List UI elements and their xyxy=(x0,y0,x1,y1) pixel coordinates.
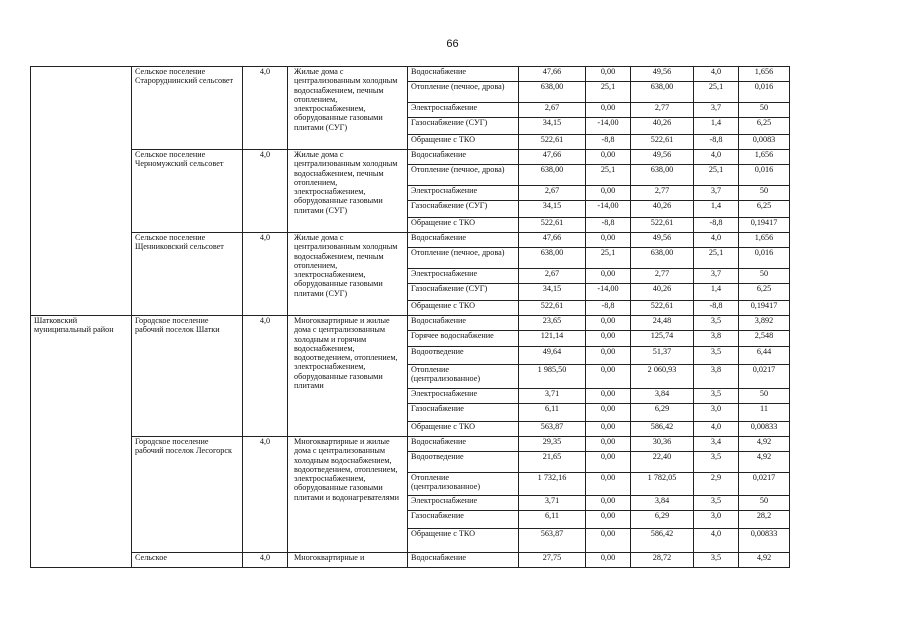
change-base-cell: 25,1 xyxy=(586,82,631,103)
service-name-cell: Отопление (печное, дрова) xyxy=(408,82,519,103)
tariff-new-cell: 2,77 xyxy=(631,103,694,118)
index-value-cell: 4,0 xyxy=(243,233,288,316)
volume-cell: 4,92 xyxy=(739,452,790,473)
service-name-cell: Электроснабжение xyxy=(408,389,519,404)
housing-type-cell xyxy=(288,233,408,316)
change-base-cell: 25,1 xyxy=(586,248,631,269)
change-base-cell: -14,00 xyxy=(586,118,631,135)
change-new-cell: 4,0 xyxy=(694,67,739,82)
tariff-new-cell: 522,61 xyxy=(631,301,694,316)
change-base-cell: 0,00 xyxy=(586,186,631,201)
volume-cell: 50 xyxy=(739,103,790,118)
tariff-base-cell: 27,75 xyxy=(519,553,586,568)
change-new-cell: 1,4 xyxy=(694,118,739,135)
index-value-cell: 4,0 xyxy=(243,553,288,568)
tariff-new-cell: 49,56 xyxy=(631,150,694,165)
tariff-new-cell: 40,26 xyxy=(631,201,694,218)
change-base-cell: -8,8 xyxy=(586,218,631,233)
tariff-new-cell: 24,48 xyxy=(631,316,694,331)
change-new-cell: -8,8 xyxy=(694,218,739,233)
tariff-new-cell: 638,00 xyxy=(631,165,694,186)
volume-cell: 28,2 xyxy=(739,511,790,529)
volume-cell: 50 xyxy=(739,186,790,201)
housing-type-text: Жилые дома с централизованным холодным водоснабжением, печным отоплением, электроснабжением, оборудованные газовыми плитами (СУГ) xyxy=(294,233,398,298)
change-base-cell: 0,00 xyxy=(586,529,631,553)
tariff-base-cell: 47,66 xyxy=(519,233,586,248)
volume-cell: 11 xyxy=(739,404,790,422)
tariff-base-cell: 6,11 xyxy=(519,404,586,422)
table-row xyxy=(31,437,826,452)
tariff-base-cell: 1 732,16 xyxy=(519,473,586,496)
service-name-cell: Отопление (централизованное) xyxy=(408,365,519,389)
housing-type-text: Жилые дома с централизованным холодным водоснабжением, печным отоплением, электроснабжением, оборудованные газовыми плитами (СУГ) xyxy=(294,150,398,215)
change-new-cell: -8,8 xyxy=(694,301,739,316)
volume-cell: 50 xyxy=(739,389,790,404)
table-row xyxy=(31,316,826,331)
table-row xyxy=(31,150,826,165)
change-base-cell: 0,00 xyxy=(586,473,631,496)
change-new-cell: 25,1 xyxy=(694,82,739,103)
tariff-base-cell: 23,65 xyxy=(519,316,586,331)
change-new-cell: 3,7 xyxy=(694,186,739,201)
tariff-base-cell: 47,66 xyxy=(519,150,586,165)
volume-cell: 4,92 xyxy=(739,553,790,568)
change-base-cell: 0,00 xyxy=(586,331,631,347)
tariff-new-cell: 125,74 xyxy=(631,331,694,347)
housing-type-cell xyxy=(288,316,408,437)
tariff-base-cell: 34,15 xyxy=(519,284,586,301)
change-new-cell: 2,9 xyxy=(694,473,739,496)
change-new-cell: 25,1 xyxy=(694,248,739,269)
tariff-base-cell: 2,67 xyxy=(519,269,586,284)
tariff-new-cell: 3,84 xyxy=(631,389,694,404)
tariff-new-cell: 3,84 xyxy=(631,496,694,511)
service-name-cell: Электроснабжение xyxy=(408,269,519,284)
change-base-cell: 0,00 xyxy=(586,347,631,365)
change-base-cell: 0,00 xyxy=(586,316,631,331)
tariff-base-cell: 121,14 xyxy=(519,331,586,347)
tariff-new-cell: 586,42 xyxy=(631,529,694,553)
service-name-cell: Обращение с ТКО xyxy=(408,218,519,233)
change-base-cell: -14,00 xyxy=(586,201,631,218)
change-base-cell: 0,00 xyxy=(586,365,631,389)
volume-cell: 1,656 xyxy=(739,67,790,82)
tariff-new-cell: 28,72 xyxy=(631,553,694,568)
service-name-cell: Электроснабжение xyxy=(408,496,519,511)
service-name-cell: Водоотведение xyxy=(408,452,519,473)
service-name-cell: Водоснабжение xyxy=(408,316,519,331)
change-new-cell: 1,4 xyxy=(694,284,739,301)
change-base-cell: 0,00 xyxy=(586,233,631,248)
change-new-cell: 3,5 xyxy=(694,496,739,511)
service-name-cell: Газоснабжение (СУГ) xyxy=(408,118,519,135)
tariff-new-cell: 49,56 xyxy=(631,233,694,248)
tariff-new-cell: 2,77 xyxy=(631,269,694,284)
change-new-cell: 3,5 xyxy=(694,553,739,568)
tariff-base-cell: 34,15 xyxy=(519,201,586,218)
tariff-base-cell: 638,00 xyxy=(519,248,586,269)
tariff-new-cell: 6,29 xyxy=(631,404,694,422)
volume-cell: 1,656 xyxy=(739,150,790,165)
change-base-cell: -8,8 xyxy=(586,135,631,150)
change-base-cell: -8,8 xyxy=(586,301,631,316)
tariff-table xyxy=(30,66,826,568)
change-new-cell: 1,4 xyxy=(694,201,739,218)
change-base-cell: 0,00 xyxy=(586,422,631,437)
tariff-base-cell: 3,71 xyxy=(519,389,586,404)
page-number: 66 xyxy=(446,38,459,50)
region-cell: Шатковский муниципальный район xyxy=(31,316,132,568)
service-name-cell: Водоснабжение xyxy=(408,437,519,452)
change-new-cell: 3,5 xyxy=(694,316,739,331)
change-new-cell: 4,0 xyxy=(694,529,739,553)
change-base-cell: 0,00 xyxy=(586,511,631,529)
tariff-base-cell: 34,15 xyxy=(519,118,586,135)
index-value-cell: 4,0 xyxy=(243,67,288,150)
tariff-base-cell: 638,00 xyxy=(519,165,586,186)
tariff-new-cell: 49,56 xyxy=(631,67,694,82)
tariff-new-cell: 40,26 xyxy=(631,284,694,301)
tariff-new-cell: 30,36 xyxy=(631,437,694,452)
volume-cell: 0,016 xyxy=(739,248,790,269)
volume-cell: 6,44 xyxy=(739,347,790,365)
housing-type-text: Многоквартирные и жилые дома с централизованным холодным водоснабжением, водоотведением, отоплением, электроснабжением, оборудованные газовыми плитами и водонагревателями xyxy=(294,437,400,502)
volume-cell: 0,016 xyxy=(739,82,790,103)
volume-cell: 1,656 xyxy=(739,233,790,248)
volume-cell: 6,25 xyxy=(739,284,790,301)
service-name-cell: Газоснабжение xyxy=(408,511,519,529)
change-base-cell: 0,00 xyxy=(586,103,631,118)
tariff-base-cell: 2,67 xyxy=(519,186,586,201)
change-base-cell: 0,00 xyxy=(586,496,631,511)
tariff-new-cell: 638,00 xyxy=(631,248,694,269)
volume-cell: 0,19417 xyxy=(739,218,790,233)
tariff-new-cell: 1 782,05 xyxy=(631,473,694,496)
tariff-base-cell: 6,11 xyxy=(519,511,586,529)
service-name-cell: Отопление (централизованное) xyxy=(408,473,519,496)
change-new-cell: 3,5 xyxy=(694,389,739,404)
tariff-new-cell: 40,26 xyxy=(631,118,694,135)
change-base-cell: 25,1 xyxy=(586,165,631,186)
housing-type-cell xyxy=(288,67,408,150)
service-name-cell: Горячее водоснабжение xyxy=(408,331,519,347)
change-new-cell: 3,0 xyxy=(694,404,739,422)
tariff-base-cell: 2,67 xyxy=(519,103,586,118)
change-base-cell: 0,00 xyxy=(586,452,631,473)
volume-cell: 0,19417 xyxy=(739,301,790,316)
change-new-cell: 4,0 xyxy=(694,422,739,437)
housing-type-cell xyxy=(288,437,408,553)
tariff-base-cell: 3,71 xyxy=(519,496,586,511)
volume-cell: 3,892 xyxy=(739,316,790,331)
settlement-cell: Сельское xyxy=(132,553,243,568)
tariff-new-cell: 522,61 xyxy=(631,135,694,150)
index-value-cell: 4,0 xyxy=(243,316,288,437)
volume-cell: 6,25 xyxy=(739,118,790,135)
service-name-cell: Обращение с ТКО xyxy=(408,301,519,316)
change-new-cell: 3,8 xyxy=(694,365,739,389)
housing-type-text: Многоквартирные и жилые дома с централизованным холодным и горячим водоснабжением, водоотведением, отоплением, электроснабжением, оборудованные газовыми плитами xyxy=(294,316,398,391)
volume-cell: 50 xyxy=(739,496,790,511)
change-base-cell: 0,00 xyxy=(586,67,631,82)
change-new-cell: 25,1 xyxy=(694,165,739,186)
change-new-cell: 3,7 xyxy=(694,103,739,118)
change-base-cell: 0,00 xyxy=(586,269,631,284)
tariff-new-cell: 2 060,93 xyxy=(631,365,694,389)
tariff-new-cell: 51,37 xyxy=(631,347,694,365)
volume-cell: 6,25 xyxy=(739,201,790,218)
volume-cell: 0,00833 xyxy=(739,529,790,553)
tariff-base-cell: 1 985,50 xyxy=(519,365,586,389)
change-base-cell: 0,00 xyxy=(586,437,631,452)
settlement-cell: Городское поселение рабочий поселок Шатки xyxy=(132,316,243,437)
tariff-new-cell: 2,77 xyxy=(631,186,694,201)
settlement-cell: Сельское поселение Староруднинский сельсовет xyxy=(132,67,243,150)
service-name-cell: Водоснабжение xyxy=(408,553,519,568)
change-new-cell: 3,4 xyxy=(694,437,739,452)
region-cell xyxy=(31,67,132,316)
tariff-new-cell: 6,29 xyxy=(631,511,694,529)
volume-cell: 0,016 xyxy=(739,165,790,186)
settlement-cell: Сельское поселение Черномужский сельсовет xyxy=(132,150,243,233)
service-name-cell: Отопление (печное, дрова) xyxy=(408,165,519,186)
change-new-cell: 3,5 xyxy=(694,452,739,473)
tariff-base-cell: 563,87 xyxy=(519,422,586,437)
volume-cell: 0,0217 xyxy=(739,365,790,389)
table-row xyxy=(31,67,826,82)
housing-type-text: Многоквартирные и xyxy=(294,553,365,562)
index-value-cell: 4,0 xyxy=(243,150,288,233)
change-base-cell: -14,00 xyxy=(586,284,631,301)
housing-type-cell xyxy=(288,150,408,233)
service-name-cell: Газоснабжение (СУГ) xyxy=(408,201,519,218)
tariff-base-cell: 29,35 xyxy=(519,437,586,452)
volume-cell: 0,0217 xyxy=(739,473,790,496)
table-row xyxy=(31,553,826,568)
tariff-base-cell: 563,87 xyxy=(519,529,586,553)
tariff-new-cell: 638,00 xyxy=(631,82,694,103)
tariff-base-cell: 522,61 xyxy=(519,135,586,150)
change-base-cell: 0,00 xyxy=(586,404,631,422)
tariff-base-cell: 49,64 xyxy=(519,347,586,365)
service-name-cell: Обращение с ТКО xyxy=(408,529,519,553)
settlement-cell: Сельское поселение Щенниковский сельсовет xyxy=(132,233,243,316)
change-base-cell: 0,00 xyxy=(586,150,631,165)
volume-cell: 0,0083 xyxy=(739,135,790,150)
tariff-base-cell: 522,61 xyxy=(519,301,586,316)
volume-cell: 2,548 xyxy=(739,331,790,347)
service-name-cell: Электроснабжение xyxy=(408,103,519,118)
service-name-cell: Обращение с ТКО xyxy=(408,135,519,150)
change-base-cell: 0,00 xyxy=(586,553,631,568)
volume-cell: 50 xyxy=(739,269,790,284)
service-name-cell: Водоснабжение xyxy=(408,67,519,82)
tariff-base-cell: 47,66 xyxy=(519,67,586,82)
service-name-cell: Обращение с ТКО xyxy=(408,422,519,437)
index-value-cell: 4,0 xyxy=(243,437,288,553)
service-name-cell: Газоснабжение (СУГ) xyxy=(408,284,519,301)
change-new-cell: -8,8 xyxy=(694,135,739,150)
change-new-cell: 4,0 xyxy=(694,150,739,165)
tariff-base-cell: 21,65 xyxy=(519,452,586,473)
service-name-cell: Водоснабжение xyxy=(408,150,519,165)
tariff-new-cell: 522,61 xyxy=(631,218,694,233)
settlement-cell: Городское поселение рабочий поселок Лесогорск xyxy=(132,437,243,553)
housing-type-cell xyxy=(288,553,408,568)
change-new-cell: 3,5 xyxy=(694,347,739,365)
change-new-cell: 3,0 xyxy=(694,511,739,529)
service-name-cell: Отопление (печное, дрова) xyxy=(408,248,519,269)
tariff-new-cell: 586,42 xyxy=(631,422,694,437)
tariff-base-cell: 638,00 xyxy=(519,82,586,103)
change-new-cell: 4,0 xyxy=(694,233,739,248)
service-name-cell: Электроснабжение xyxy=(408,186,519,201)
table-row xyxy=(31,233,826,248)
service-name-cell: Водоснабжение xyxy=(408,233,519,248)
service-name-cell: Газоснабжение xyxy=(408,404,519,422)
tariff-new-cell: 22,40 xyxy=(631,452,694,473)
change-new-cell: 3,8 xyxy=(694,331,739,347)
tariff-base-cell: 522,61 xyxy=(519,218,586,233)
volume-cell: 0,00833 xyxy=(739,422,790,437)
volume-cell: 4,92 xyxy=(739,437,790,452)
change-base-cell: 0,00 xyxy=(586,389,631,404)
housing-type-text: Жилые дома с централизованным холодным водоснабжением, печным отоплением, электроснабжением, оборудованные газовыми плитами (СУГ) xyxy=(294,67,398,132)
change-new-cell: 3,7 xyxy=(694,269,739,284)
service-name-cell: Водоотведение xyxy=(408,347,519,365)
